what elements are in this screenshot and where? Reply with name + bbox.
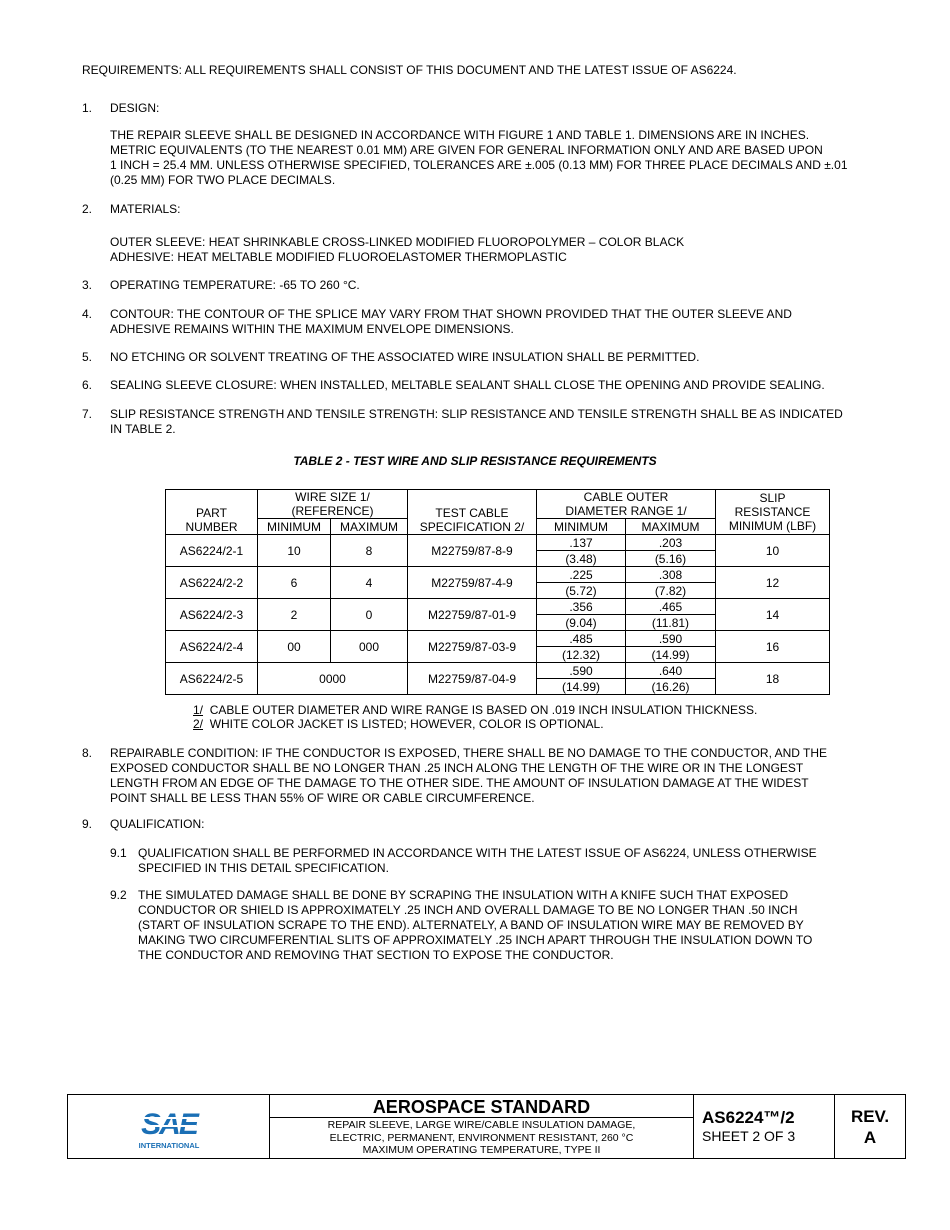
table-row (166, 663, 830, 679)
header-od-max: MAXIMUM (626, 519, 716, 535)
cell-spec: M22759/87-04-9 (408, 663, 537, 695)
cell-od-min-mm: (12.32) (537, 647, 626, 663)
cell-part: AS6224/2-2 (166, 567, 258, 599)
table-row (166, 599, 830, 615)
cell-od-min-mm: (14.99) (537, 679, 626, 695)
cell-od-min: .485 (537, 631, 626, 647)
cell-spec: M22759/87-01-9 (408, 599, 537, 631)
cell-wire-min: 6 (258, 567, 331, 599)
cell-od-max: .308 (626, 567, 716, 583)
cell-wire-min: 10 (258, 535, 331, 567)
header-wire-size: WIRE SIZE 1/ (REFERENCE) (258, 490, 408, 519)
header-slip-resistance: SLIP RESISTANCE MINIMUM (LBF) (716, 490, 830, 535)
cell-wire-min: 2 (258, 599, 331, 631)
sealing-paragraph: SEALING SLEEVE CLOSURE: WHEN INSTALLED, MELTABLE SEALANT SHALL CLOSE THE OPENING AND PROVIDE SEALING. (110, 378, 825, 392)
contour-paragraph: CONTOUR: THE CONTOUR OF THE SPLICE MAY VARY FROM THAT SHOWN PROVIDED THAT THE OUTER SLEEVE AND ADHESIVE REMAINS WITHIN THE MAXIMUM ENVELOPE DIMENSIONS. (110, 307, 792, 336)
table-note-2: 2/ WHITE COLOR JACKET IS LISTED; HOWEVER, COLOR IS OPTIONAL. (193, 717, 604, 731)
header-od-min: MINIMUM (537, 519, 626, 535)
section-title-qualification: QUALIFICATION: (110, 817, 205, 831)
cell-od-min-mm: (9.04) (537, 615, 626, 631)
header-wire-max: MAXIMUM (331, 519, 408, 535)
cell-od-min: .225 (537, 567, 626, 583)
revision: REV. A (850, 1107, 890, 1147)
cell-od-min-mm: (5.72) (537, 583, 626, 599)
cell-slip: 18 (716, 663, 830, 695)
section-title-design: DESIGN: (110, 101, 160, 115)
cell-od-max-mm: (16.26) (626, 679, 716, 695)
qualification-paragraph: QUALIFICATION SHALL BE PERFORMED IN ACCORDANCE WITH THE LATEST ISSUE OF AS6224, UNLESS OTHERWISE SPECIFIED IN THIS DETAIL SPECIFICATION. (138, 846, 817, 875)
cell-wire-min: 00 (258, 631, 331, 663)
table-row (166, 535, 830, 551)
subsection-number: 9.2 (110, 888, 127, 902)
subsection-number: 9.1 (110, 846, 127, 860)
simulated-damage-paragraph: THE SIMULATED DAMAGE SHALL BE DONE BY SCRAPING THE INSULATION WITH A KNIFE SUCH THAT EXPOSED CONDUCTOR OR SHIELD IS APPROXIMATELY .25 INCH AND OVERALL DAMAGE TO BE NO LONGER THAN .50 INCH (START OF INSULATION SCRAPE TO THE END). ALTERNATELY, A BAND OF INSULATION WIRE MAY BE REMOVED BY MAKING TWO CIRCUMFERENTIAL SLITS OF APPROXIMATELY .25 INCH APART THROUGH THE INSULATION DOWN TO THE CONDUCTOR AND REMOVING THAT SECTION TO EXPOSE THE CONDUCTOR. (138, 888, 813, 962)
section-number: 6. (82, 378, 93, 392)
design-paragraph: THE REPAIR SLEEVE SHALL BE DESIGNED IN ACCORDANCE WITH FIGURE 1 AND TABLE 1. DIMENSIONS ARE IN INCHES. METRIC EQUIVALENTS (TO THE NEAREST 0.01 MM) ARE GIVEN FOR GENERAL INFORMATION ONLY AND ARE BASED UPON 1 INCH = 25.4 MM. UNLESS OTHERWISE SPECIFIED, TOLERANCES ARE ±.005 (0.13 MM) FOR THREE PLACE DECIMALS AND ±.01 (0.25 MM) FOR TWO PLACE DECIMALS. (110, 128, 848, 187)
cell-od-max: .203 (626, 535, 716, 551)
cell-part: AS6224/2-1 (166, 535, 258, 567)
section-number: 4. (82, 307, 93, 321)
section-number: 1. (82, 101, 93, 115)
document-description: REPAIR SLEEVE, LARGE WIRE/CABLE INSULATION DAMAGE, ELECTRIC, PERMANENT, ENVIRONMENT RESISTANT, 260 °C MAXIMUM OPERATING TEMPERATURE, TYPE II (327, 1119, 636, 1156)
cell-slip: 10 (716, 535, 830, 567)
cell-wire-max: 0 (331, 599, 408, 631)
logo-mark: SAE (141, 1108, 197, 1141)
table-row (166, 567, 830, 583)
cell-od-max-mm: (11.81) (626, 615, 716, 631)
materials-paragraph: OUTER SLEEVE: HEAT SHRINKABLE CROSS-LINKED MODIFIED FLUOROPOLYMER – COLOR BLACK ADHESIVE: HEAT MELTABLE MODIFIED FLUOROELASTOMER THERMOPLASTIC (110, 235, 685, 264)
section-number: 8. (82, 746, 93, 760)
table-row (166, 631, 830, 647)
operating-temperature: OPERATING TEMPERATURE: -65 TO 260 °C. (110, 278, 360, 292)
cell-wire-size: 0000 (258, 663, 408, 695)
cell-wire-max: 8 (331, 535, 408, 567)
cell-part: AS6224/2-5 (166, 663, 258, 695)
cell-wire-max: 4 (331, 567, 408, 599)
cell-od-max-mm: (7.82) (626, 583, 716, 599)
cell-slip: 16 (716, 631, 830, 663)
etching-paragraph: NO ETCHING OR SOLVENT TREATING OF THE ASSOCIATED WIRE INSULATION SHALL BE PERMITTED. (110, 350, 700, 364)
section-number: 7. (82, 407, 93, 421)
revision-cell (835, 1095, 905, 1158)
cell-od-min-mm: (3.48) (537, 551, 626, 567)
requirements-statement: REQUIREMENTS: ALL REQUIREMENTS SHALL CONSIST OF THIS DOCUMENT AND THE LATEST ISSUE OF AS6224. (82, 63, 737, 77)
sheet-number: SHEET 2 OF 3 (702, 1128, 796, 1144)
header-part-number: PART NUMBER (166, 490, 258, 535)
document-number-cell (694, 1095, 835, 1158)
test-wire-table (165, 489, 830, 695)
logo-subtext: INTERNATIONAL (138, 1141, 200, 1150)
sae-logo (134, 1104, 204, 1152)
cell-slip: 12 (716, 567, 830, 599)
cell-slip: 14 (716, 599, 830, 631)
header-wire-min: MINIMUM (258, 519, 331, 535)
section-number: 3. (82, 278, 93, 292)
cell-spec: M22759/87-8-9 (408, 535, 537, 567)
cell-od-max-mm: (14.99) (626, 647, 716, 663)
cell-od-min: .356 (537, 599, 626, 615)
logo-cell (68, 1095, 270, 1158)
cell-part: AS6224/2-4 (166, 631, 258, 663)
table-note-1: 1/ CABLE OUTER DIAMETER AND WIRE RANGE IS BASED ON .019 INCH INSULATION THICKNESS. (193, 703, 758, 717)
cell-od-max: .465 (626, 599, 716, 615)
header-cable-od: CABLE OUTER DIAMETER RANGE 1/ (537, 490, 716, 519)
cell-part: AS6224/2-3 (166, 599, 258, 631)
cell-od-max: .590 (626, 631, 716, 647)
section-number: 2. (82, 202, 93, 216)
section-number: 9. (82, 817, 93, 831)
table-caption: TABLE 2 - TEST WIRE AND SLIP RESISTANCE REQUIREMENTS (293, 454, 657, 468)
slip-resistance-paragraph: SLIP RESISTANCE STRENGTH AND TENSILE STRENGTH: SLIP RESISTANCE AND TENSILE STRENGTH SHALL BE AS INDICATED IN TABLE 2. (110, 407, 843, 436)
standard-cell (270, 1095, 694, 1158)
cell-od-max-mm: (5.16) (626, 551, 716, 567)
cell-spec: M22759/87-03-9 (408, 631, 537, 663)
document-number: AS6224™/2 (702, 1108, 795, 1127)
cell-od-min: .590 (537, 663, 626, 679)
repairable-condition-paragraph: REPAIRABLE CONDITION: IF THE CONDUCTOR IS EXPOSED, THERE SHALL BE NO DAMAGE TO THE CONDUCTOR, AND THE EXPOSED CONDUCTOR SHALL BE NO LONGER THAN .25 INCH ALONG THE LENGTH OF THE WIRE OR IN THE LONGEST LENGTH FROM AN EDGE OF THE DAMAGE TO THE OTHER SIDE. THE AMOUNT OF INSULATION DAMAGE AT THE WIDEST POINT SHALL BE LESS THAN 55% OF WIRE OR CABLE CIRCUMFERENCE. (110, 746, 828, 805)
section-number: 5. (82, 350, 93, 364)
standard-title: AEROSPACE STANDARD (270, 1095, 693, 1118)
title-block (67, 1094, 906, 1159)
section-title-materials: MATERIALS: (110, 202, 181, 216)
cell-wire-max: 000 (331, 631, 408, 663)
cell-od-max: .640 (626, 663, 716, 679)
header-test-cable: TEST CABLE SPECIFICATION 2/ (408, 490, 537, 535)
cell-od-min: .137 (537, 535, 626, 551)
cell-spec: M22759/87-4-9 (408, 567, 537, 599)
